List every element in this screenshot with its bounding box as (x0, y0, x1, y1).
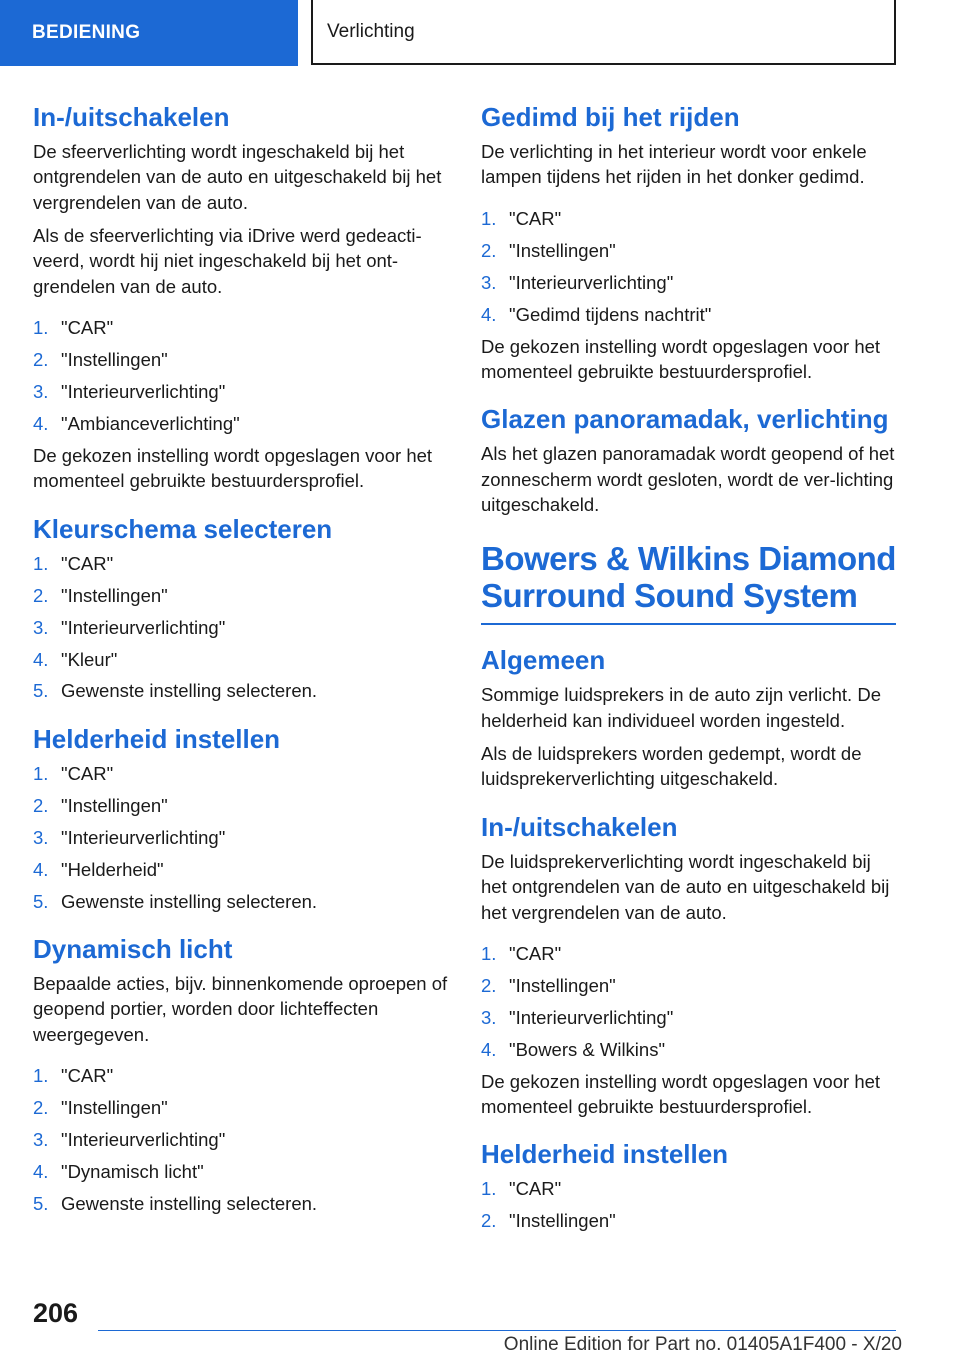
step-text: "Interieurverlichting" (61, 1128, 226, 1150)
list-item (33, 347, 448, 372)
step-list (33, 761, 448, 914)
step-text: "CAR" (61, 1065, 114, 1087)
section-heading: In-/uitschakelen (481, 811, 678, 842)
paragraph: Als het glazen panoramadak wordt geopend of het zonnescherm wordt gesloten, wordt de ver‐lichting uitgeschakeld. (481, 443, 895, 515)
step-text: "Instellingen" (509, 974, 616, 996)
paragraph: Sommige luidsprekers in de auto zijn verlicht. De helderheid kan individueel worden ingesteld. (481, 684, 881, 731)
paragraph: De verlichting in het interieur wordt voor enkele lampen tijdens het rijden in het donker gedimd. (481, 141, 867, 188)
step-number: 2. (33, 349, 49, 371)
step-text: Gewenste instelling selecteren. (61, 1192, 318, 1214)
step-text: "Dynamisch licht" (61, 1160, 204, 1182)
list-item (33, 379, 448, 404)
paragraph: De gekozen instelling wordt opgeslagen voor het momenteel gebruikte bestuurdersprofiel. (481, 335, 881, 382)
list-item (33, 793, 448, 818)
paragraph: Als de sfeerverlichting via iDrive werd gedeacti‐veerd, wordt hij niet ingeschakeld bij het ont‐grendelen van de auto. (33, 225, 422, 297)
step-number: 1. (33, 1065, 49, 1087)
step-number: 2. (481, 974, 497, 996)
list-item (33, 857, 448, 882)
step-list (481, 206, 896, 327)
list-item (33, 551, 448, 576)
step-list (33, 551, 448, 704)
paragraph: De luidsprekerverlichting wordt ingeschakeld bij het ontgrendelen van de auto en uitgeschakeld bij het vergrendelen van de auto. (481, 850, 890, 923)
section-heading: Kleurschema selecteren (33, 513, 333, 544)
topic-tab-label: Verlichting (327, 20, 415, 42)
paragraph: Als de luidsprekers worden gedempt, wordt de luidsprekerverlichting uitgeschakeld. (481, 743, 862, 790)
step-number: 5. (33, 680, 49, 702)
chapter-heading (481, 541, 896, 615)
edition-footer: Online Edition for Part no. 01405A1F400 - X/20 (503, 1334, 902, 1355)
chapter-divider (481, 623, 896, 625)
list-item (33, 647, 448, 672)
paragraph: De sfeerverlichting wordt ingeschakeld bij het ontgrendelen van de auto en uitgeschakeld bij het vergrendelen van de auto. (33, 141, 442, 213)
section-heading: Gedimd bij het rijden (481, 102, 740, 132)
step-list (481, 941, 896, 1062)
step-text: "Helderheid" (61, 858, 164, 880)
step-list (33, 315, 448, 436)
list-item (481, 1176, 896, 1201)
step-text: "CAR" (509, 207, 562, 229)
step-number: 4. (481, 1038, 497, 1060)
paragraph: De gekozen instelling wordt opgeslagen voor het momenteel gebruikte bestuurdersprofiel. (33, 444, 433, 492)
step-number: 2. (33, 794, 49, 816)
list-item (481, 302, 896, 327)
step-number: 4. (33, 1160, 49, 1182)
section-heading: Helderheid instellen (33, 723, 281, 754)
step-text: "CAR" (509, 942, 562, 964)
step-text: Gewenste instelling selecteren. (61, 890, 318, 912)
step-text: "Interieurverlichting" (61, 616, 226, 638)
list-item (481, 1208, 896, 1233)
step-text: "CAR" (61, 762, 114, 784)
list-item (33, 1191, 448, 1216)
step-list (481, 1176, 896, 1233)
step-number: 3. (33, 826, 49, 848)
step-number: 1. (33, 552, 49, 574)
step-number: 1. (33, 762, 49, 784)
page-number: 206 (33, 1298, 79, 1328)
step-number: 3. (481, 1006, 497, 1028)
chapter-heading-line: Surround Sound System (481, 577, 858, 615)
list-item (33, 761, 448, 786)
section-heading: In-/uitschakelen (33, 102, 230, 132)
step-number: 2. (481, 1210, 497, 1232)
list-item (481, 973, 896, 998)
step-text: "Interieurverlichting" (509, 1006, 674, 1028)
section-heading: Helderheid instellen (481, 1139, 729, 1170)
list-item (33, 1095, 448, 1120)
step-text: "CAR" (61, 317, 114, 339)
step-number: 2. (481, 239, 497, 261)
step-number: 2. (33, 1097, 49, 1119)
section-heading: Algemeen (481, 645, 606, 676)
left-column (33, 100, 448, 1223)
step-text: "Kleur" (61, 648, 118, 670)
step-text: "Instellingen" (509, 1210, 616, 1232)
topic-tab (311, 0, 896, 65)
list-item (481, 941, 896, 966)
step-number: 5. (33, 890, 49, 912)
list-item (33, 678, 448, 703)
list-item (33, 583, 448, 608)
step-number: 4. (33, 648, 49, 670)
list-item (481, 1037, 896, 1062)
list-item (481, 270, 896, 295)
step-number: 3. (33, 616, 49, 638)
chapter-heading-line: Bowers & Wilkins Diamond (481, 540, 896, 578)
step-number: 1. (33, 317, 49, 339)
step-text: "Instellingen" (509, 239, 616, 261)
step-number: 3. (481, 271, 497, 293)
footer-divider (98, 1330, 896, 1331)
step-number: 1. (481, 942, 497, 964)
step-number: 3. (33, 381, 49, 403)
step-number: 4. (481, 303, 497, 325)
step-number: 1. (481, 1178, 497, 1200)
list-item (33, 411, 448, 436)
section-tab-label: BEDIENING (32, 22, 141, 43)
list-item (33, 825, 448, 850)
step-text: "Interieurverlichting" (61, 826, 226, 848)
step-text: "Instellingen" (61, 1097, 168, 1119)
step-text: "Interieurverlichting" (61, 381, 226, 403)
step-number: 2. (33, 584, 49, 606)
step-number: 4. (33, 412, 49, 434)
step-text: "CAR" (509, 1178, 562, 1200)
section-heading: Glazen panoramadak, verlichting (481, 404, 889, 435)
step-number: 5. (33, 1192, 49, 1214)
step-text: Gewenste instelling selecteren. (61, 680, 318, 702)
paragraph: Bepaalde acties, bijv. binnenkomende oproepen of geopend portier, worden door lichteffecten weergegeven. (33, 973, 448, 1045)
step-text: "Interieurverlichting" (509, 271, 674, 293)
list-item (33, 615, 448, 640)
paragraph: De gekozen instelling wordt opgeslagen voor het momenteel gebruikte bestuurdersprofiel. (481, 1070, 881, 1117)
section-tab (0, 0, 298, 66)
list-item (33, 889, 448, 914)
step-list (33, 1063, 448, 1216)
list-item (481, 206, 896, 231)
step-number: 3. (33, 1128, 49, 1150)
step-text: "Instellingen" (61, 584, 168, 606)
step-text: "Ambianceverlichting" (61, 412, 240, 434)
list-item (481, 238, 896, 263)
list-item (33, 1127, 448, 1152)
list-item (481, 1005, 896, 1030)
step-text: "Instellingen" (61, 349, 168, 371)
step-number: 1. (481, 207, 497, 229)
step-number: 4. (33, 858, 49, 880)
right-column (481, 100, 896, 1240)
section-heading: Dynamisch licht (33, 933, 233, 964)
step-text: "Gedimd tijdens nachtrit" (509, 303, 712, 325)
list-item (33, 315, 448, 340)
list-item (33, 1063, 448, 1088)
step-text: "Instellingen" (61, 794, 168, 816)
step-text: "CAR" (61, 552, 114, 574)
step-text: "Bowers & Wilkins" (509, 1038, 666, 1060)
list-item (33, 1159, 448, 1184)
